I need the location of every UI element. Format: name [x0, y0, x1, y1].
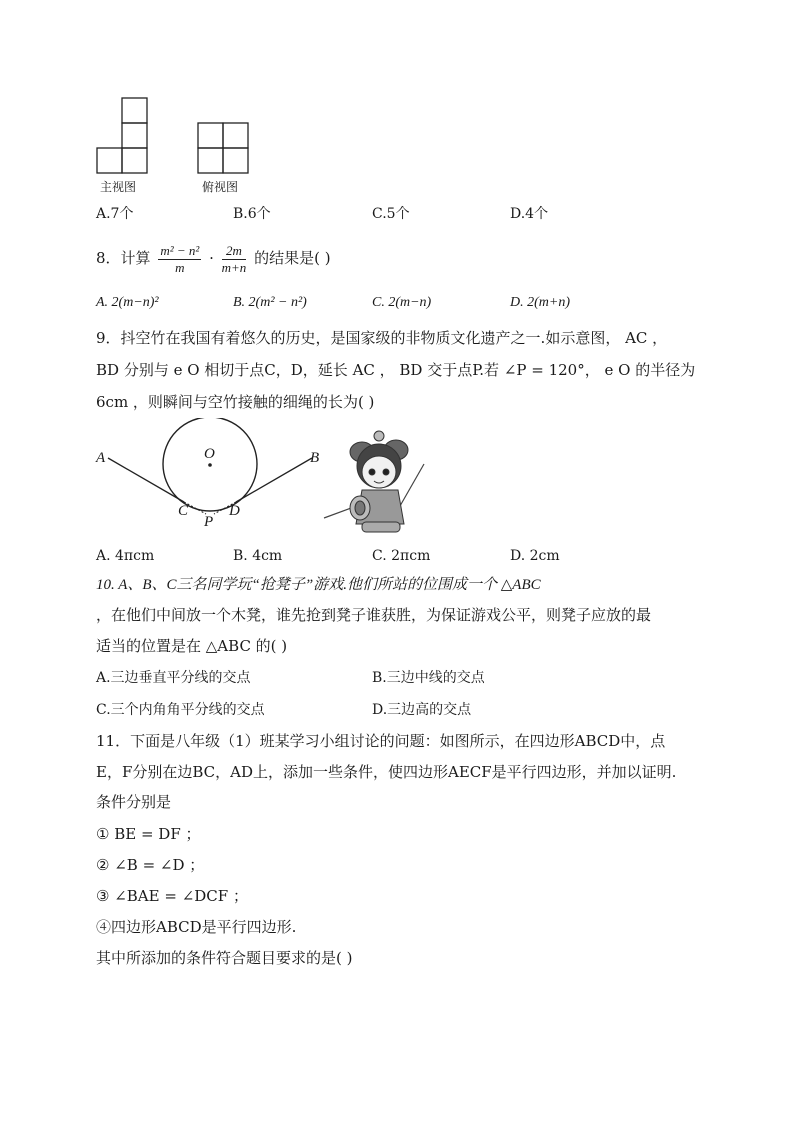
- q9-center-dot: [208, 463, 212, 467]
- q11-condition-4: ④四边形ABCD是平行四边形.: [96, 918, 297, 936]
- q10-option-b[interactable]: B.三边中线的交点: [372, 670, 485, 686]
- top-view-caption: 俯视图: [202, 180, 239, 194]
- q10-line-3: 适当的位置是在 △ABC 的( ): [96, 637, 288, 655]
- q9-label-d: D: [229, 503, 240, 519]
- q9-option-b[interactable]: B. 4cm: [233, 548, 283, 564]
- q8-option-b[interactable]: B. 2(m² − n²): [233, 295, 307, 310]
- q11-condition-1: ① BE = DF ；: [96, 825, 201, 843]
- q10-option-c[interactable]: C.三个内角角平分线的交点: [96, 702, 265, 718]
- q10-option-a[interactable]: A.三边垂直平分线的交点: [96, 670, 251, 686]
- q8-frac2-numerator: 2m: [222, 243, 247, 260]
- q11-line-2: E，F分别在边BC，AD上，添加一些条件，使四边形AECF是平行四边形，并加以证明.: [96, 763, 677, 781]
- q9-label-o: O: [204, 446, 215, 462]
- q9-line-bd: [236, 458, 312, 502]
- q8-option-c[interactable]: C. 2(m−n): [372, 295, 432, 310]
- q7-option-a[interactable]: A.7个: [96, 206, 134, 222]
- q8-option-a[interactable]: A. 2(m−n)²: [96, 295, 159, 310]
- front-view-caption: 主视图: [100, 180, 137, 194]
- q9-option-a[interactable]: A. 4πcm: [96, 548, 155, 564]
- q11-condition-2: ② ∠B = ∠D ；: [96, 856, 205, 874]
- q8-fraction-2: [222, 243, 247, 276]
- q7-option-c[interactable]: C.5个: [372, 206, 410, 222]
- q8-operator: ·: [209, 249, 214, 267]
- q11-condition-3: ③ ∠BAE = ∠DCF ；: [96, 887, 248, 905]
- q9-line-2: BD 分别与 e O 相切于点C，D，延长 AC ， BD 交于点P.若 ∠P = 120°， e O 的半径为: [96, 361, 696, 379]
- q10-option-d[interactable]: D.三边高的交点: [372, 702, 472, 718]
- q8-stem: [96, 238, 331, 278]
- q11-question: 其中所添加的条件符合题目要求的是( ): [96, 949, 353, 967]
- front-view-figure: [96, 96, 152, 176]
- q8-suffix: 的结果是( ): [254, 249, 331, 267]
- q8-frac2-denominator: m+n: [221, 259, 247, 275]
- q10-line-2: ，在他们中间放一个木凳，谁先抢到凳子谁获胜，为保证游戏公平，则凳子应放的最: [96, 606, 652, 624]
- q8-frac1-denominator: m: [175, 259, 185, 275]
- diabolo-player-illustration: [322, 420, 432, 538]
- q10-line-1: 10. A、B、C三名同学玩“抢凳子”游戏.他们所站的位围成一个 △ABC: [96, 577, 541, 593]
- q9-line-3: 6cm ，则瞬间与空竹接触的细绳的长为( ): [96, 393, 375, 411]
- q9-option-d[interactable]: D. 2cm: [510, 548, 560, 564]
- q9-label-p: P: [204, 514, 214, 530]
- q9-label-b: B: [310, 450, 320, 466]
- q8-option-d[interactable]: D. 2(m+n): [510, 295, 570, 310]
- q9-label-c: C: [178, 503, 189, 519]
- q9-option-c[interactable]: C. 2πcm: [372, 548, 431, 564]
- q8-fraction-1: [158, 243, 201, 276]
- q11-line-3: 条件分别是: [96, 793, 172, 811]
- q11-line-1: 11．下面是八年级（1）班某学习小组讨论的问题：如图所示，在四边形ABCD中，点: [96, 732, 666, 750]
- q9-line-ac: [108, 458, 184, 502]
- q9-label-a: A: [96, 450, 106, 466]
- q8-frac1-numerator: m² − n²: [160, 242, 200, 258]
- q8-prefix: 8．计算: [96, 249, 151, 267]
- q7-option-b[interactable]: B.6个: [233, 206, 271, 222]
- q9-line-1: 9．抖空竹在我国有着悠久的历史，是国家级的非物质文化遗产之一.如示意图， AC ，: [96, 329, 668, 347]
- q7-option-d[interactable]: D.4个: [510, 206, 549, 222]
- top-view-figure: [196, 121, 252, 177]
